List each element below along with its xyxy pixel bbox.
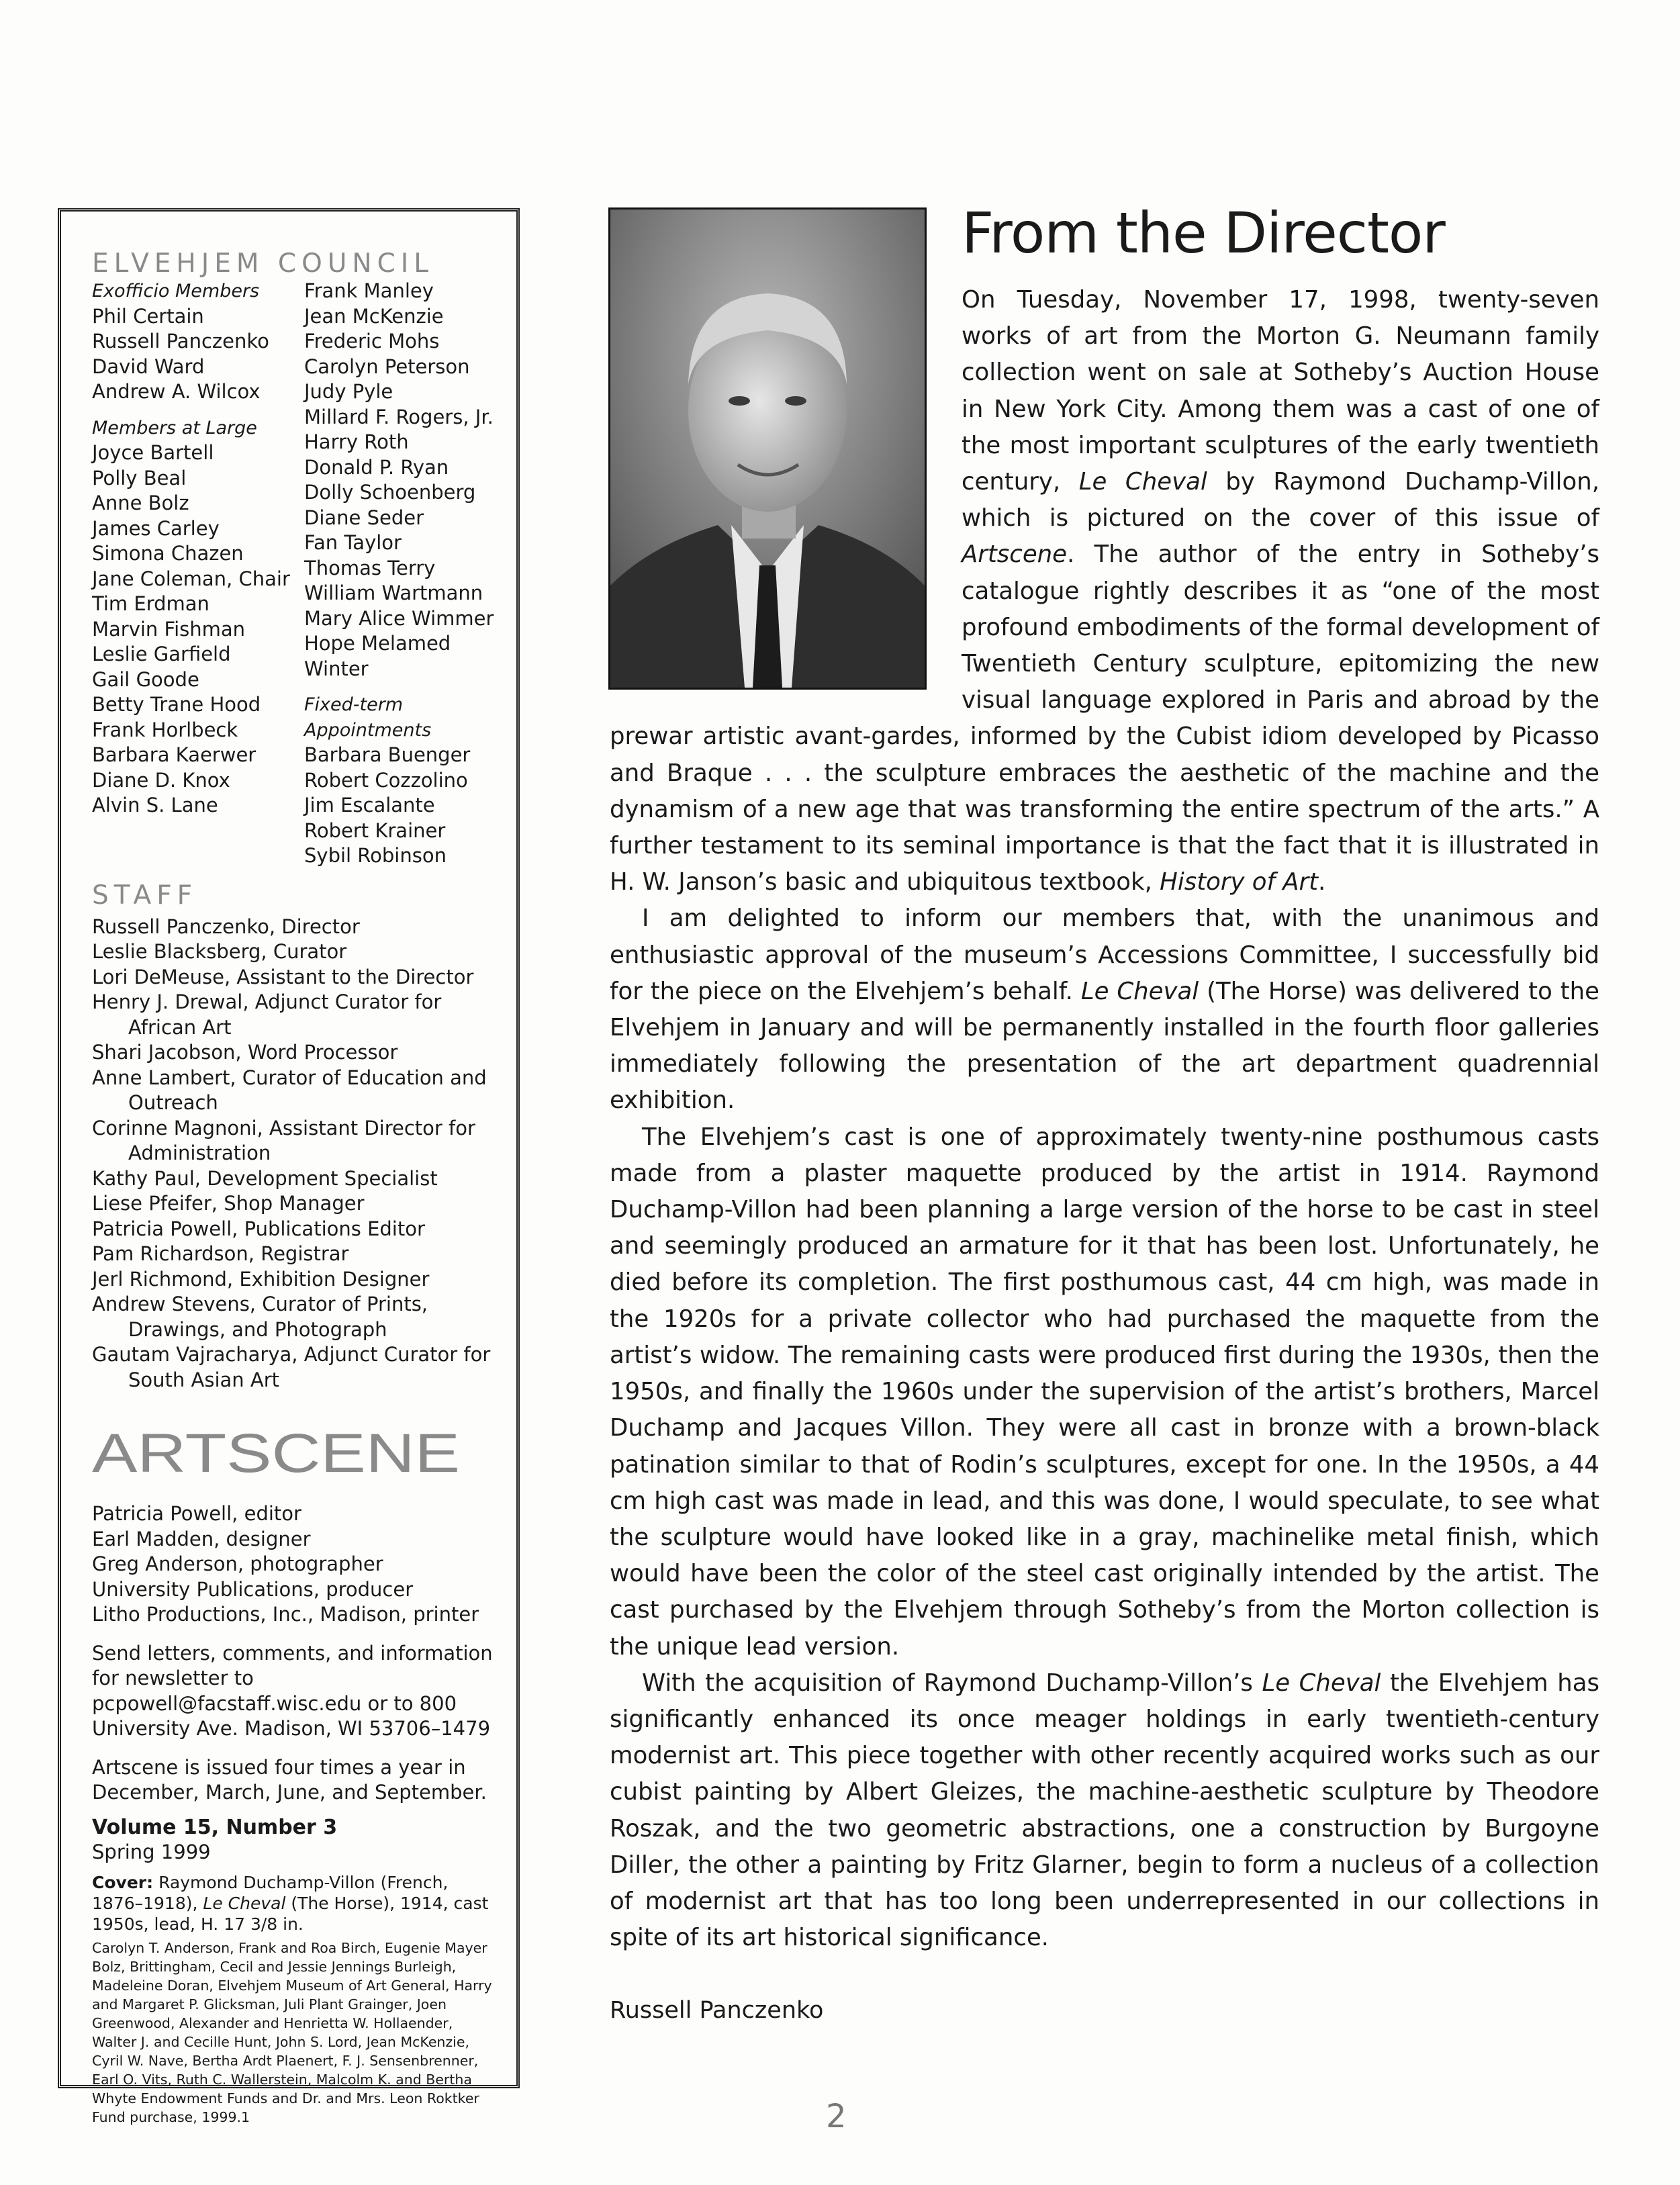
list-item: Liese Pfeifer, Shop Manager [92, 1192, 365, 1215]
p1-history-of-art: History of Art [1160, 868, 1319, 896]
list-item: Polly Beal [92, 466, 187, 490]
list-item: Tim Erdman [92, 592, 209, 615]
list-item: University Publications, producer [92, 1577, 414, 1601]
staff-heading: STAFF [92, 880, 198, 911]
council-column-right [304, 279, 500, 869]
p2-le-cheval: Le Cheval [1080, 977, 1199, 1005]
article-body [610, 282, 1599, 2029]
list-item: Russell Panczenko, Director [92, 915, 360, 938]
list-item: Harry Roth [304, 430, 409, 453]
list-item: Anne Bolz [92, 492, 189, 514]
staff-list [92, 915, 500, 1393]
send-letters-note: Send letters, comments, and information for newsletter to pcpowell@facstaff.wisc.edu or to 800 University Ave. Madison, WI 53706–1479 [92, 1641, 493, 1740]
paragraph-4 [610, 1665, 1599, 1957]
paragraph-2 [610, 900, 1599, 1119]
cover-funding-credits: Carolyn T. Anderson, Frank and Roa Birch, Eugenie Mayer Bolz, Brittingham, Cecil and Jessie Jennings Burleigh, Madeleine Doran, Elvehjem Museum of Art General, Harry and Margaret P. Glicksman, Juli Plant Grainger, Joen Greenwood, Alexander and Henrietta W. Hollaender, Walter J. and Cecille Hunt, John S. Lord, Jean McKenzie, Cyril W. Nave, Bertha Ardt Plaenert, F. J. Sensenbrenner, Earl O. Vits, Ruth C. Wallerstein, Malcolm K. and Bertha Whyte Endowment Funds and Dr. and Mrs. Leon Roktker Fund purchase, 1999.1 [92, 1939, 492, 2125]
council-column-left [92, 279, 304, 869]
list-item: David Ward [92, 355, 205, 378]
list-item: Phil Certain [92, 304, 204, 328]
list-item: Greg Anderson, photographer [92, 1552, 383, 1575]
list-item: Lori DeMeuse, Assistant to the Director [92, 965, 474, 988]
list-item: Earl Madden, designer [92, 1527, 311, 1550]
p1-text-a: On Tuesday, November 17, 1998, twenty-seven works of art from the Morton G. Neumann family collection went on sale at Sotheby’s Auction House in New York City. Among them was a cast of one of the most important sculptures of the early twentieth century, [962, 286, 1599, 496]
list-item: Shari Jacobson, Word Processor [92, 1041, 398, 1064]
members-list-right [304, 279, 500, 682]
list-item: Fan Taylor [304, 531, 402, 554]
list-item: Betty Trane Hood [92, 693, 261, 716]
production-credits [92, 1501, 500, 1628]
atlarge-label: Members at Large [92, 417, 257, 438]
fixed-term-list [304, 743, 500, 869]
list-item: Leslie Blacksberg, Curator [92, 940, 347, 963]
svg-text:ARTSCENE: ARTSCENE [92, 1428, 460, 1481]
list-item: Pam Richardson, Registrar [92, 1242, 349, 1265]
list-item: Jean McKenzie [304, 304, 444, 328]
cover-label: Cover: [92, 1872, 154, 1892]
p2-text-a: I am delighted to inform our members that, with the unanimous and enthusiastic approval of the museum’s Accessions Committee, I successfully bid for the piece on the Elvehjem’s behalf. [610, 904, 1599, 1005]
list-item: Alvin S. Lane [92, 794, 218, 817]
p4-text-b: the Elvehjem has significantly enhanced its once meager holdings in early twentieth-century modernist art. This piece together with other recently acquired works such as our cubist painting by Albert Gleizes, the machine-aesthetic sculpture by Theodore Roszak, and the two geometric abstractions, one a construction by Burgoyne Diller, the other a painting by Fritz Glarner, begin to form a nucleus of a collection of modernist art that has too long been underrepresented in our collections in spite of its art historical significance. [610, 1669, 1599, 1952]
council-heading: ELVEHJEM COUNCIL [92, 248, 434, 279]
list-item: Kathy Paul, Development Specialist [92, 1166, 438, 1190]
masthead-sidebar [58, 208, 520, 2125]
list-item: Jerl Richmond, Exhibition Designer [92, 1267, 430, 1291]
exofficio-list [92, 304, 304, 405]
list-item: Andrew A. Wilcox [92, 380, 261, 403]
fixed-term-label: Fixed-term Appointments [304, 694, 432, 741]
p4-le-cheval: Le Cheval [1262, 1669, 1381, 1697]
article-title: From the Director [962, 200, 1445, 266]
list-item: Frank Manley [304, 279, 434, 302]
page-number: 2 [826, 2098, 847, 2135]
list-item: Corinne Magnoni, Assistant Director for Administration [92, 1116, 475, 1164]
volume-number: Volume 15, Number 3 [92, 1815, 338, 1839]
list-item: Marvin Fishman [92, 617, 246, 641]
council-columns [92, 279, 500, 869]
list-item: Simona Chazen [92, 542, 244, 565]
list-item: Litho Productions, Inc., Madison, printer [92, 1603, 479, 1626]
p1-artscene: Artscene [962, 541, 1067, 569]
cover-artist: Raymond Duchamp-Villon (French, 1876–1918), [92, 1872, 449, 1913]
cover-details: (The Horse), 1914, cast 1950s, lead, H. 17 3/8 in. [92, 1893, 489, 1934]
list-item: Henry J. Drewal, Adjunct Curator for African Art [92, 990, 442, 1039]
cover-caption [92, 1872, 500, 1935]
list-item: Thomas Terry [304, 556, 436, 579]
signature: Russell Panczenko [610, 1997, 824, 2025]
list-item: Frederic Mohs [304, 330, 440, 353]
cover-title: Le Cheval [203, 1893, 286, 1913]
list-item: Donald P. Ryan [304, 455, 449, 479]
list-item: Barbara Kaerwer [92, 743, 256, 766]
p2-text-b: (The Horse) was delivered to the Elvehjem in January and will be permanently installed in the fourth floor galleries immediately following the presentation of the art department quadrennial exhibition. [610, 977, 1599, 1115]
p1-text-d: . [1318, 868, 1326, 896]
paragraph-3: The Elvehjem’s cast is one of approximately twenty-nine posthumous casts made from a plaster maquette produced by the artist in 1914. Raymond Duchamp-Villon had been planning a large version of the horse to be cast in steel and seemingly produced an armature for it that has been lost. Unfortunately, he died before its completion. The first posthumous cast, 44 cm high, was made in the 1920s for a private collector who had purchased the maquette from the artist’s widow. The remaining casts were produced first during the 1930s, then the 1950s, and finally the 1960s under the supervision of the artist’s brothers, Marcel Duchamp and Jacques Villon. They were all cast in bronze with a brown-black patination similar to that of Rodin’s sculptures, except for one. In the 1950s, a 44 cm high cast was made in lead, and this was done, I would speculate, to see what the sculpture would have looked like in a gray, machinelike metal finish, which would have been the color of the steel cast originally intended by the artist. The cast purchased by the Elvehjem through Sotheby’s from the Morton collection is the unique lead version. [610, 1123, 1599, 1661]
list-item: Judy Pyle [304, 380, 393, 403]
atlarge-list [92, 440, 304, 819]
list-item: Hope Melamed Winter [304, 632, 451, 680]
p1-text-b: by Raymond Duchamp-Villon, which is pictured on the cover of this issue of [962, 468, 1599, 532]
list-item: Millard F. Rogers, Jr. [304, 405, 494, 428]
list-item: Sybil Robinson [304, 844, 447, 867]
list-item: Carolyn Peterson [304, 355, 470, 378]
list-item: Diane D. Knox [92, 768, 230, 792]
list-item: Frank Horlbeck [92, 718, 238, 741]
list-item: Leslie Garfield [92, 643, 231, 665]
list-item: James Carley [92, 516, 220, 540]
list-item: William Wartmann [304, 582, 483, 604]
list-item: Robert Cozzolino [304, 768, 468, 792]
list-item: Anne Lambert, Curator of Education and Outreach [92, 1066, 487, 1114]
artscene-logo [92, 1428, 500, 1481]
list-item: Patricia Powell, editor [92, 1502, 301, 1525]
list-item: Barbara Buenger [304, 743, 471, 766]
list-item: Dolly Schoenberg [304, 481, 476, 504]
list-item: Gail Goode [92, 667, 199, 691]
list-item: Joyce Bartell [92, 441, 214, 464]
p1-text-c: . The author of the entry in Sotheby’s catalogue rightly describes it as “one of the most profound embodiments of the formal development of Twentieth Century sculpture, epitomizing the new visual language explored in Paris and abroad by the prewar artistic avant-gardes, informed by the Cubist idiom developed by Picasso and Braque . . . the sculpture embraces the aesthetic of the machine and the dynamism of a new age that was transforming the entire spectrum of the arts.” A further testament to its seminal importance is that the fact that it is illustrated in H. W. Janson’s basic and ubiquitous textbook, [610, 541, 1599, 896]
list-item: Jim Escalante [304, 794, 435, 817]
list-item: Mary Alice Wimmer [304, 606, 494, 630]
list-item: Patricia Powell, Publications Editor [92, 1217, 425, 1240]
list-item: Diane Seder [304, 506, 424, 529]
list-item: Andrew Stevens, Curator of Prints, Drawings, and Photograph [92, 1293, 428, 1341]
p4-text-a: With the acquisition of Raymond Duchamp-Villon’s [642, 1669, 1253, 1697]
exofficio-label: Exofficio Members [92, 281, 260, 301]
issued-note: Artscene is issued four times a year in December, March, June, and September. [92, 1755, 487, 1804]
list-item: Gautam Vajracharya, Adjunct Curator for South Asian Art [92, 1343, 491, 1391]
issue-season: Spring 1999 [92, 1841, 211, 1863]
list-item: Russell Panczenko [92, 330, 269, 353]
p1-le-cheval: Le Cheval [1078, 468, 1207, 496]
artscene-logo-mark [92, 1428, 468, 1481]
list-item: Jane Coleman, Chair [92, 567, 290, 590]
list-item: Robert Krainer [304, 819, 446, 842]
